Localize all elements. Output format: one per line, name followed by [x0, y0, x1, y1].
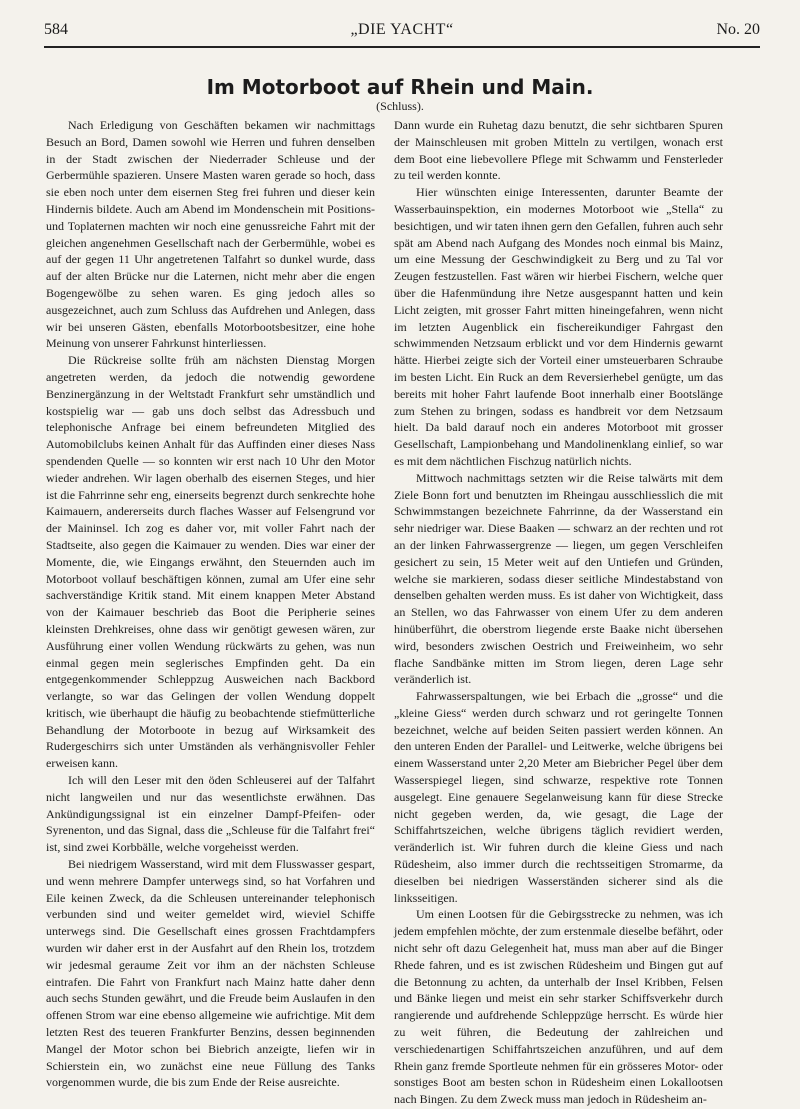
paragraph: Fahrwasserspaltungen, wie bei Erbach die „grosse“ und die „kleine Giess“ werden durch schwarz und rot geringelte Tonnen bezeichnet, welche auf beiden Seiten passiert werden können. An den unteren Enden der Parallel- und Leitwerke, welche übrigens bei einem Wasserstand unter 2,20 Meter am Biebricher Pegel über dem Wasserspiegel liegen, sind schwarze, respektive rote Tonnen ausgelegt. Eine genauere Segelanweisung kann für diese Strecke nicht gegeben werden, da, wie gesagt, die Lage der Schiffahrtszeichen, welche übrigens täglich revidiert werden, veränderlich ist. Wir fuhren durch die kleine Giess und nach Rüdesheim, also immer durch die rechtsseitigen Stromarme, da dieselben bei niedrigen Wasserständen sicherer sind als die linksseitigen.: [394, 689, 723, 905]
right-column: [394, 117, 723, 1108]
page-number: 584: [44, 21, 68, 38]
article-subtitle: (Schluss).: [376, 99, 424, 113]
paragraph: Bei niedrigem Wasserstand, wird mit dem Flusswasser gespart, und wenn mehrere Dampfer unterwegs sind, so hat Vorfahren und Eile keinen Zweck, da die Schleusen untereinander telephonisch verbunden sind und weiter gemeldet wird, wieviel Schiffe unterwegs sind. Die Gesellschaft eines grossen Frachtdampfers wurden wir daher erst in der Ausfahrt auf den Rhein los, trotzdem wir jedesmal geraume Zeit vor ihm an der nächsten Schleuse eintrafen. Die Fahrt von Frankfurt nach Mainz hatte daher denn auch sechs Stunden gewährt, und die Freude beim Auslaufen in den offenen Strom war eine ebenso allgemeine wie aufrichtige. Mit dem letzten Rest des teueren Frankfurter Benzins, dessen beginnenden Mangel der Motor schon bei Biebrich anzeigte, liefen wir in Schierstein ein, wo zunächst eine neue Füllung des Tanks vorgenommen wurde, die bis zum Ende der Reise ausreichte.: [46, 857, 375, 1090]
paragraph: Hier wünschten einige Interessenten, darunter Beamte der Wasserbauinspektion, ein modernes Motorboot wie „Stella“ zu besichtigen, und wir taten ihnen gern den Gefallen, fuhren auch sehr spät am Abend nach Aufgang des Mondes noch einmal bis Mainz, um eine Messung der Geschwindigkeit zu Berg und zu Tal vor Zeugen festzustellen. Fast wären wir hierbei Fischern, welche quer über die Hafenmündung ihre Netze ausgespannt hatten und kein Licht zeigten, mit grosser Fahrt mitten hineingefahren, wenn nicht im letzten Augenblick ein fischereikundiger Fahrgast den schwimmenden Netzsaum erblickt und vor dem Hindernis gewarnt hätte. Hierbei zeigte sich der Vorteil einer umsteuerbaren Schraube im besten Licht. Ein Ruck an dem Reversierhebel genügte, um das bereits mit hoher Fahrt laufende Boot innerhalb einer Bootslänge zum Stehen zu bringen, sodass es handbreit vor dem Netzsaum hielt. Da bald darauf noch ein anderes Motorboot mit grosser Gesellschaft, Lampionbehang und Mandolinenklang einlief, so war es mit dem nächtlichen Fischzug natürlich nichts.: [394, 185, 723, 468]
paragraph: Die Rückreise sollte früh am nächsten Dienstag Morgen angetreten werden, da jedoch die notwendig gewordene Benzinergänzung in der Weltstadt Frankfurt sehr umständlich und kostspielig war — gab uns doch selbst das Adressbuch und telephonische Anfrage bei einem befreundeten Mitglied des Automobilclubs keinen Anhalt für das Auffinden einer dieses Nass spendenden Quelle — so konnten wir erst nach 10 Uhr den Motor wieder andrehen. Wir lagen oberhalb des eisernen Steges, und hier ist die Fahrrinne sehr eng, einerseits begrenzt durch senkrechte hohe Kaimauern, andererseits durch flaches Wasser auf Felsengrund vor der Maininsel. Ich zog es daher vor, mit voller Fahrt nach der Stadtseite, also gegen die Kaimauer zu wenden. Dies war einer der Momente, die, wie Eingangs erwähnt, den Steuernden auch im Motorboot vollauf beschäftigen können, zumal am Ufer eine sehr sachverständige Kritik stand. Mit einem knappen Meter Abstand von der Kaimauer beschrieb das Boot die Peripherie seines kleinsten Drehkreises, ohne dass wir genötigt gewesen wären, zur Ausführung einer vollen Wendung rückwärts zu gehen, was nun einmal gegen mein seglerisches Empfinden geht. Da ein entgegenkommender Schleppzug Ausweichen nach Backbord verlangte, so war das Gelingen der vollen Wendung doppelt kritisch, wie überhaupt die häufig zu beobachtende stiefmütterliche Behandlung der Motorboote in bezug auf Wirksamkeit des Rudergeschirrs sich unter Umständen als verhängnisvoller Fehler erweisen kann.: [46, 353, 375, 771]
journal-title: „DIE YACHT“: [350, 21, 454, 38]
paragraph: Um einen Lootsen für die Gebirgsstrecke zu nehmen, was ich jedem empfehlen möchte, der zum erstenmale dieselbe befährt, oder nicht sehr oft dazu Gelegenheit hat, muss man aber auf die Binger Rhede fahren, und es ist zwischen Rüdesheim und Bingen gut auf die Betonnung zu achten, da unterhalb der Insel Kribben, Felsen und Bänke liegen und meist ein sehr starker Schiffsverkehr durch rangierende und aufdrehende Schleppzüge herrscht. Es würde hier zu weit führen, die Bedeutung der zahlreichen und verschiedenartigen Schiffahrtszeichen anzuführen, und auf dem Rhein ganz fremde Sportleute nehmen für ein grösseres Motor- oder sonstiges Boot am besten schon in Rüdesheim einen Lokallootsen nach Bingen. Zu dem Zweck muss man jedoch in Rüdesheim an-: [394, 907, 723, 1107]
article-title: Im Motorboot auf Rhein und Main.: [206, 75, 594, 99]
paragraph: Mittwoch nachmittags setzten wir die Reise talwärts mit dem Ziele Bonn fort und benutzten im Rheingau ausschliesslich die mit Schwimmstangen bezeichnete Fahrrinne, da der Wasserstand ein sehr niedriger war. Diese Baaken — schwarz an der rechten und rot an der linken Fahrwassergrenze — liegen, um gegen Verschleifen gesichert zu sein, 15 Meter weit auf den Untiefen und Gründen, welche sie markieren, sodass dieser seitliche Mindestabstand von denselben gehalten werden muss. Es ist daher von Wichtigkeit, dass an Stellen, wo das Fahrwasser von einem Ufer zu dem anderen hinüberführt, die oberstrom liegende erste Baake nicht übersehen wird, besonders zwischen Oestrich und Freiweinheim, wo sehr flache Sandbänke mitten im Strom liegen, deren Lage sehr veränderlich ist.: [394, 470, 723, 687]
header-rule: [44, 46, 760, 48]
issue-number: No. 20: [716, 21, 760, 38]
paragraph: Ich will den Leser mit den öden Schleuserei auf der Talfahrt nicht langweilen und nur das wesentlichste erwähnen. Das Ankündigungssignal ist ein einzelner Dampf-Pfeifen- oder Syrenenton, und das Signal, dass die „Schleuse für die Talfahrt frei“ ist, sind zwei Korbbälle, welche vorgeheisst werden.: [46, 773, 375, 855]
paragraph: Nach Erledigung von Geschäften bekamen wir nachmittags Besuch an Bord, Damen sowohl wie Herren und fuhren denselben in der Stadt zwischen der Niederrader Schleuse und der Gerbermühle spazieren. Unsere Masten waren gerade so hoch, dass sie eben noch unter dem eisernen Steg frei fuhren und dieser kein Hindernis bildete. Auch am Abend im Mondenschein mit Positions- und Toplaternen machten wir noch eine genussreiche Fahrt mit der gleichen angenehmen Gesellschaft nach der Gerbermühle, wobei es auf der gegen 11 Uhr angetretenen Talfahrt so dunkel wurde, dass auf der alten Brücke nur die Laternen, nicht mehr aber die engen Bogengewölbe zu sehen waren. Es ging jedoch alles so ausgezeichnet, auch zum Schluss das Aufdrehen und Anlegen, dass wir bei unseren Gästen, ebenfalls Motorbootsbesitzer, eine hohe Meinung von unserer Fahrkunst hinterliessen.: [46, 118, 375, 351]
running-head: [44, 18, 760, 42]
paragraph: Dann wurde ein Ruhetag dazu benutzt, die sehr sichtbaren Spuren der Mainschleusen mit groben Mitteln zu vertilgen, wonach erst dem Boot eine liebevollere Pflege mit Schwamm und Fensterleder zu teil werden konnte.: [394, 118, 723, 183]
left-column: [46, 117, 375, 1091]
